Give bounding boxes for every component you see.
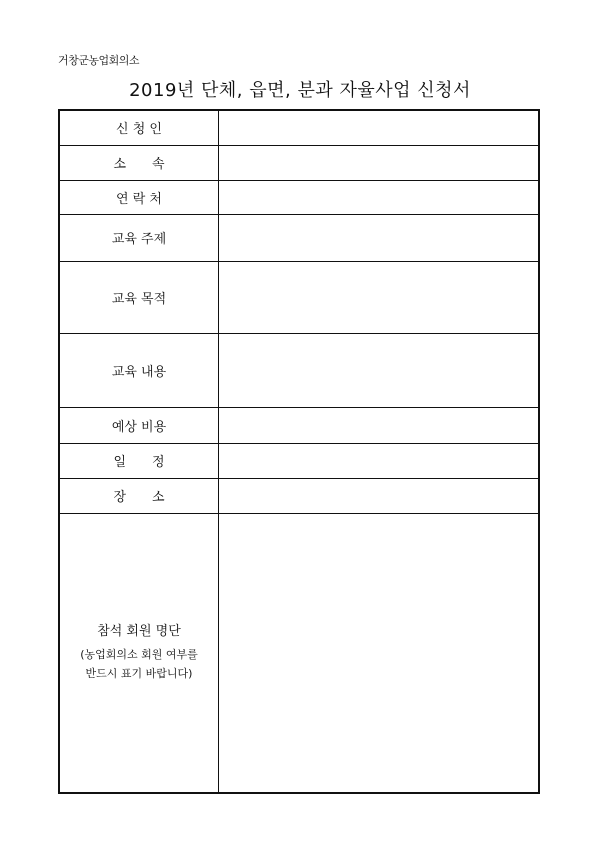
field-location[interactable] <box>219 478 540 513</box>
field-education-content[interactable] <box>219 333 540 407</box>
label-location: 장 소 <box>59 478 219 513</box>
label-affiliation: 소 속 <box>59 145 219 180</box>
form-row-contact <box>59 180 539 214</box>
label-estimated-cost: 예상 비용 <box>59 407 219 443</box>
label-education-topic: 교육 주제 <box>59 214 219 261</box>
form-row-education-content <box>59 333 539 407</box>
label-contact: 연 락 처 <box>59 180 219 214</box>
label-attendee-list <box>59 513 219 793</box>
organization-name: 거창군농업회의소 <box>58 54 140 67</box>
form-row-education-purpose <box>59 261 539 333</box>
attendee-list-note <box>60 645 218 683</box>
attendee-list-title: 참석 회원 명단 <box>97 623 181 639</box>
form-row-estimated-cost <box>59 407 539 443</box>
label-schedule: 일 정 <box>59 443 219 478</box>
form-row-education-topic <box>59 214 539 261</box>
form-row-affiliation <box>59 145 539 180</box>
field-contact[interactable] <box>219 180 540 214</box>
label-applicant: 신 청 인 <box>59 110 219 145</box>
attendee-note-line-2: 반드시 표기 바랍니다) <box>85 666 193 680</box>
field-attendee-list[interactable] <box>219 513 540 793</box>
form-row-applicant <box>59 110 539 145</box>
field-estimated-cost[interactable] <box>219 407 540 443</box>
form-title: 2019년 단체, 읍면, 분과 자율사업 신청서 <box>129 80 471 101</box>
field-education-purpose[interactable] <box>219 261 540 333</box>
field-schedule[interactable] <box>219 443 540 478</box>
application-form-table <box>58 109 540 794</box>
label-education-purpose: 교육 목적 <box>59 261 219 333</box>
form-row-schedule <box>59 443 539 478</box>
form-row-location <box>59 478 539 513</box>
field-applicant[interactable] <box>219 110 540 145</box>
field-education-topic[interactable] <box>219 214 540 261</box>
field-affiliation[interactable] <box>219 145 540 180</box>
attendee-note-line-1: (농업회의소 회원 여부를 <box>80 647 198 661</box>
form-row-attendee-list <box>59 513 539 793</box>
label-education-content: 교육 내용 <box>59 333 219 407</box>
